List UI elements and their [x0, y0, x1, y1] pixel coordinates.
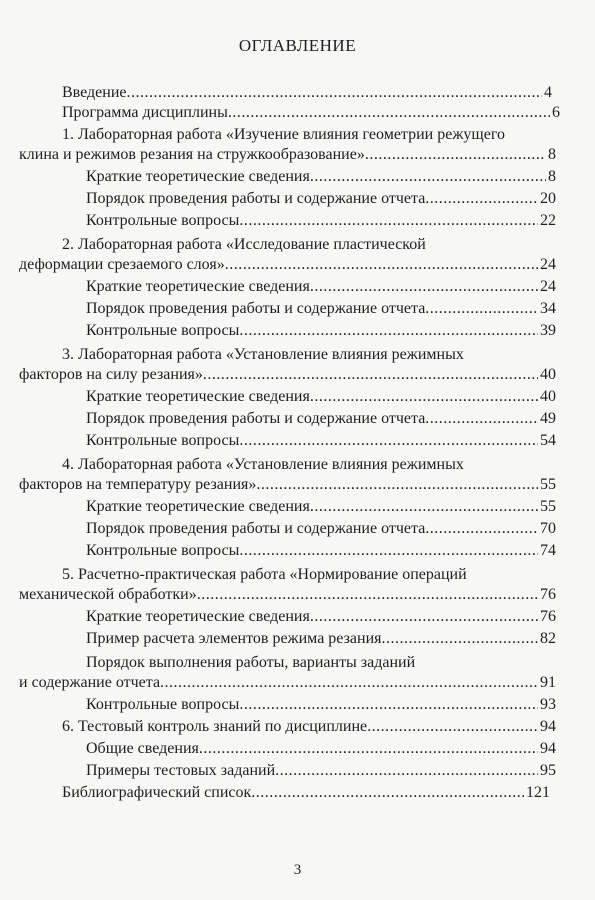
- toc-entry-program: [62, 102, 560, 124]
- leader-dots: [310, 606, 538, 628]
- leader-dots: [160, 672, 538, 694]
- toc-entry-page: 22: [540, 212, 556, 229]
- leader-dots: [425, 188, 538, 210]
- leader-dots: [239, 694, 538, 716]
- toc-entry-label: Порядок проведения работы и содержание отчета: [86, 190, 426, 207]
- page-number: 3: [293, 862, 302, 878]
- toc-entry-label: и содержание отчета: [19, 674, 161, 691]
- toc-entry-lab-1: [62, 124, 552, 146]
- toc-entry-page: 74: [540, 542, 556, 559]
- toc-entry-label: Порядок проведения работы и содержание отчета: [86, 410, 426, 427]
- toc-entry-page: 4: [544, 84, 552, 101]
- toc-subentry: [86, 694, 556, 716]
- leader-dots: [251, 782, 524, 804]
- toc-subentry: [86, 298, 556, 320]
- leader-dots: [239, 210, 538, 232]
- toc-subentry: [86, 652, 556, 674]
- toc-entry-line1: 4. Лабораторная работа «Установление влияния режимных: [62, 456, 464, 473]
- toc-entry-line1: 1. Лабораторная работа «Изучение влияния геометрии режущего: [62, 126, 505, 143]
- leader-dots: [310, 276, 538, 298]
- toc-entry-practical-5-cont: [19, 584, 556, 606]
- toc-entry-page: 94: [540, 718, 556, 735]
- toc-entry-page: 121: [526, 784, 550, 801]
- toc-subentry: [86, 518, 556, 540]
- toc-entry-label: факторов на силу резания»: [19, 366, 203, 383]
- toc-subentry: [86, 760, 556, 782]
- leader-dots: [239, 540, 538, 562]
- toc-entry-label: Контрольные вопросы: [86, 696, 240, 713]
- toc-entry-label: Введение: [62, 84, 127, 101]
- toc-entry-page: 93: [540, 696, 556, 713]
- leader-dots: [310, 386, 538, 408]
- toc-entry-page: 8: [548, 168, 556, 185]
- toc-entry-page: 39: [540, 322, 556, 339]
- toc-entry-lab-2: [62, 234, 552, 256]
- toc-entry-label: Краткие теоретические сведения: [86, 498, 310, 515]
- toc-entry-label: Примеры тестовых заданий: [86, 762, 276, 779]
- toc-entry-lab-4-cont: [19, 474, 556, 496]
- page-title: ОГЛАВЛЕНИЕ: [238, 36, 357, 55]
- toc-subentry: [86, 320, 556, 342]
- toc-subentry: [86, 386, 556, 408]
- toc-entry-label: деформации срезаемого слоя»: [19, 256, 225, 273]
- toc-entry-page: 24: [540, 278, 556, 295]
- toc-entry-label: Порядок проведения работы и содержание отчета: [86, 520, 426, 537]
- leader-dots: [256, 474, 538, 496]
- toc-entry-page: 8: [548, 146, 556, 163]
- toc-entry-label: Краткие теоретические сведения: [86, 388, 310, 405]
- leader-dots: [203, 364, 538, 386]
- toc-entry-label: Контрольные вопросы: [86, 542, 240, 559]
- leader-dots: [310, 496, 538, 518]
- leader-dots: [197, 584, 538, 606]
- leader-dots: [225, 254, 538, 276]
- toc-subentry: [86, 188, 556, 210]
- leader-dots: [199, 738, 538, 760]
- toc-subentry: [86, 606, 556, 628]
- toc-entry-label: Контрольные вопросы: [86, 212, 240, 229]
- toc-entry-lab-2-cont: [19, 254, 556, 276]
- leader-dots: [367, 716, 538, 738]
- toc-entry-line1: Порядок выполнения работы, варианты заданий: [86, 654, 416, 671]
- leader-dots: [365, 144, 546, 166]
- toc-entry-page: 94: [540, 740, 556, 757]
- toc-entry-label: Краткие теоретические сведения: [86, 278, 310, 295]
- leader-dots: [239, 320, 538, 342]
- leader-dots: [310, 166, 546, 188]
- toc-entry-bibliography: [62, 782, 550, 804]
- toc-entry-page: 95: [540, 762, 556, 779]
- leader-dots: [127, 82, 543, 104]
- toc-entry-page: 76: [540, 586, 556, 603]
- toc-entry-page: 20: [540, 190, 556, 207]
- toc-entry-label: Программа дисциплины: [62, 104, 228, 121]
- toc-entry-page: 55: [540, 476, 556, 493]
- toc-entry-label: Порядок проведения работы и содержание отчета: [86, 300, 426, 317]
- toc-entry-test-6: [62, 716, 556, 738]
- leader-dots: [425, 518, 538, 540]
- leader-dots: [382, 628, 539, 650]
- toc-subentry: [86, 166, 556, 188]
- toc-entry-page: 24: [540, 256, 556, 273]
- toc-subentry: [86, 628, 556, 650]
- toc-entry-page: 91: [540, 674, 556, 691]
- toc-entry-label: Контрольные вопросы: [86, 432, 240, 449]
- toc-entry-label: клина и режимов резания на стружкообразование»: [19, 146, 365, 163]
- toc-entry-label: механической обработки»: [19, 586, 197, 603]
- toc-entry-page: 76: [540, 608, 556, 625]
- toc-entry-label: 6. Тестовый контроль знаний по дисциплине: [62, 718, 368, 735]
- toc-entry-page: 40: [540, 388, 556, 405]
- toc-subentry: [86, 738, 556, 760]
- toc-subentry: [86, 540, 556, 562]
- leader-dots: [425, 298, 538, 320]
- toc-entry-label: Библиографический список: [62, 784, 252, 801]
- leader-dots: [425, 408, 538, 430]
- toc-entry-page: 54: [540, 432, 556, 449]
- toc-entry-lab-4: [62, 454, 552, 476]
- toc-entry-label: Контрольные вопросы: [86, 322, 240, 339]
- leader-dots: [228, 102, 550, 124]
- toc-subentry-cont: [19, 672, 556, 694]
- leader-dots: [239, 430, 538, 452]
- toc-subentry: [86, 408, 556, 430]
- toc-entry-label: Краткие теоретические сведения: [86, 608, 310, 625]
- leader-dots: [275, 760, 538, 782]
- toc-entry-page: 40: [540, 366, 556, 383]
- toc-entry-page: 49: [540, 410, 556, 427]
- toc-entry-page: 6: [552, 104, 560, 121]
- toc-subentry: [86, 430, 556, 452]
- toc-entry-label: Общие сведения: [86, 740, 199, 757]
- toc-subentry: [86, 276, 556, 298]
- toc-entry-page: 55: [540, 498, 556, 515]
- toc-subentry: [86, 210, 556, 232]
- toc-entry-practical-5: [62, 564, 552, 586]
- toc-entry-line1: 3. Лабораторная работа «Установление влияния режимных: [62, 346, 464, 363]
- toc-subentry: [86, 496, 556, 518]
- toc-entry-line1: 2. Лабораторная работа «Исследование пластической: [62, 236, 426, 253]
- toc-entry-introduction: [62, 82, 552, 104]
- toc-entry-page: 34: [540, 300, 556, 317]
- toc-entry-label: Краткие теоретические сведения: [86, 168, 310, 185]
- toc-entry-lab-1-cont: [19, 144, 556, 166]
- toc-entry-line1: 5. Расчетно-практическая работа «Нормирование операций: [62, 566, 467, 583]
- toc-entry-lab-3-cont: [19, 364, 556, 386]
- toc-entry-page: 82: [540, 630, 556, 647]
- toc-entry-label: факторов на температуру резания»: [19, 476, 257, 493]
- toc-entry-lab-3: [62, 344, 552, 366]
- toc-entry-label: Пример расчета элементов режима резания: [86, 630, 382, 647]
- toc-entry-page: 70: [540, 520, 556, 537]
